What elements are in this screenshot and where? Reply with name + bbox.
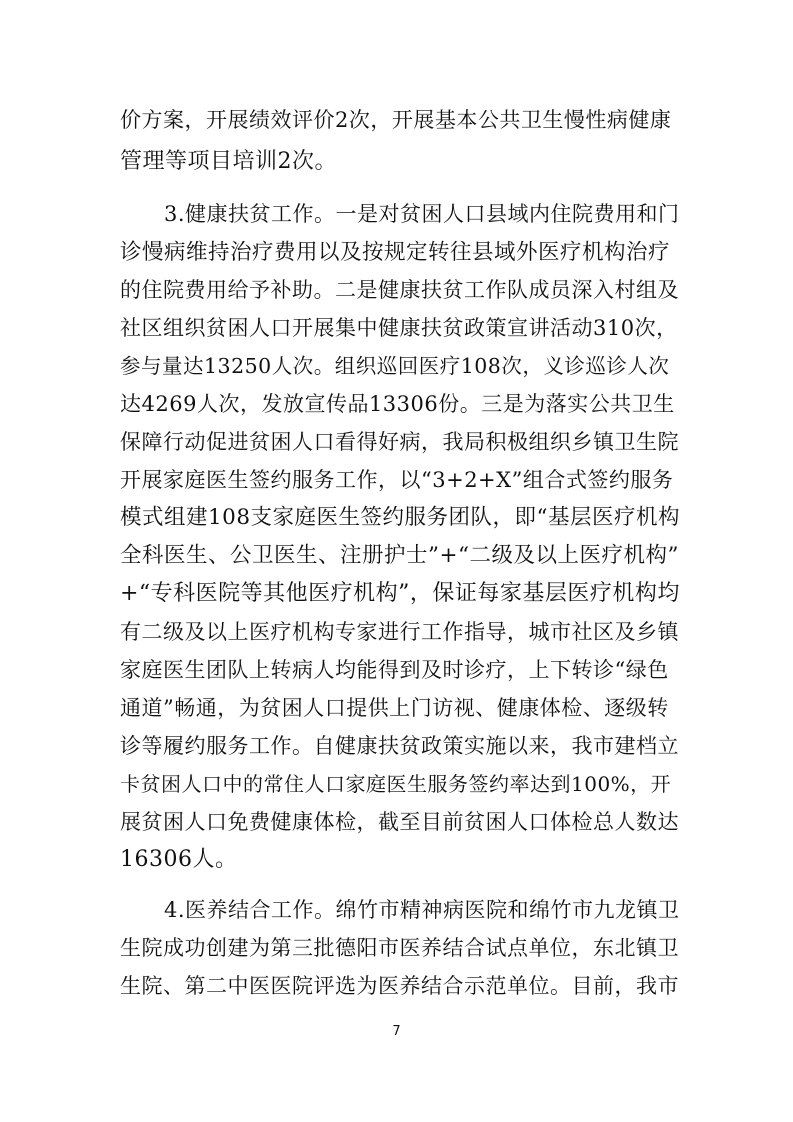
text-line: 生院、第二中医医院评选为医养结合示范单位。目前，我市	[120, 974, 679, 998]
text-line: 价方案，开展绩效评价2次，开展基本公共卫生慢性病健康	[120, 108, 672, 132]
text-line: 家庭医生团队上转病人均能得到及时诊疗，上下转诊“绿色	[120, 658, 669, 682]
text-line: +“专科医院等其他医疗机构”，保证每家基层医疗机构均	[120, 581, 680, 606]
text-line: 达4269人次，发放宣传品13306份。三是为落实公共卫生	[120, 392, 675, 416]
text-line: 的住院费用给予补助。二是健康扶贫工作队成员深入村组及	[120, 278, 679, 302]
text-line: 4.医养结合工作。绵竹市精神病医院和绵竹市九龙镇卫	[164, 898, 680, 922]
page-number: 7	[392, 1024, 401, 1039]
text-line: 3.健康扶贫工作。一是对贫困人口县域内住院费用和门	[164, 202, 680, 226]
text-line: 16306人。	[120, 847, 238, 872]
text-line: 通道”畅通，为贫困人口提供上门访视、健康体检、逐级转	[120, 696, 669, 720]
text-line: 生院成功创建为第三批德阳市医养结合试点单位，东北镇卫	[120, 936, 679, 960]
text-line: 参与量达13250人次。组织巡回医疗108次，义诊巡诊人次	[120, 354, 670, 378]
text-line: 保障行动促进贫困人口看得好病，我局积极组织乡镇卫生院	[120, 430, 679, 454]
text-line: 模式组建108支家庭医生签约服务团队，即“基层医疗机构	[120, 505, 681, 530]
text-line: 诊等履约服务工作。自健康扶贫政策实施以来，我市建档立	[120, 734, 679, 758]
text-line: 展贫困人口免费健康体检，截至目前贫困人口体检总人数达	[120, 810, 679, 834]
text-line: 全科医生、公卫医生、注册护士”+“二级及以上医疗机构”	[120, 543, 679, 568]
text-line: 卡贫困人口中的常住人口家庭医生服务签约率达到100%，开	[120, 772, 672, 796]
text-line: 开展家庭医生签约服务工作，以“3+2+X”组合式签约服务	[120, 468, 674, 492]
text-line: 管理等项目培训2次。	[120, 149, 337, 174]
text-line: 有二级及以上医疗机构专家进行工作指导，城市社区及乡镇	[120, 620, 679, 644]
text-line: 社区组织贫困人口开展集中健康扶贫政策宣讲活动310次，	[120, 316, 678, 340]
text-line: 诊慢病维持治疗费用以及按规定转往县域外医疗机构治疗	[120, 240, 671, 265]
